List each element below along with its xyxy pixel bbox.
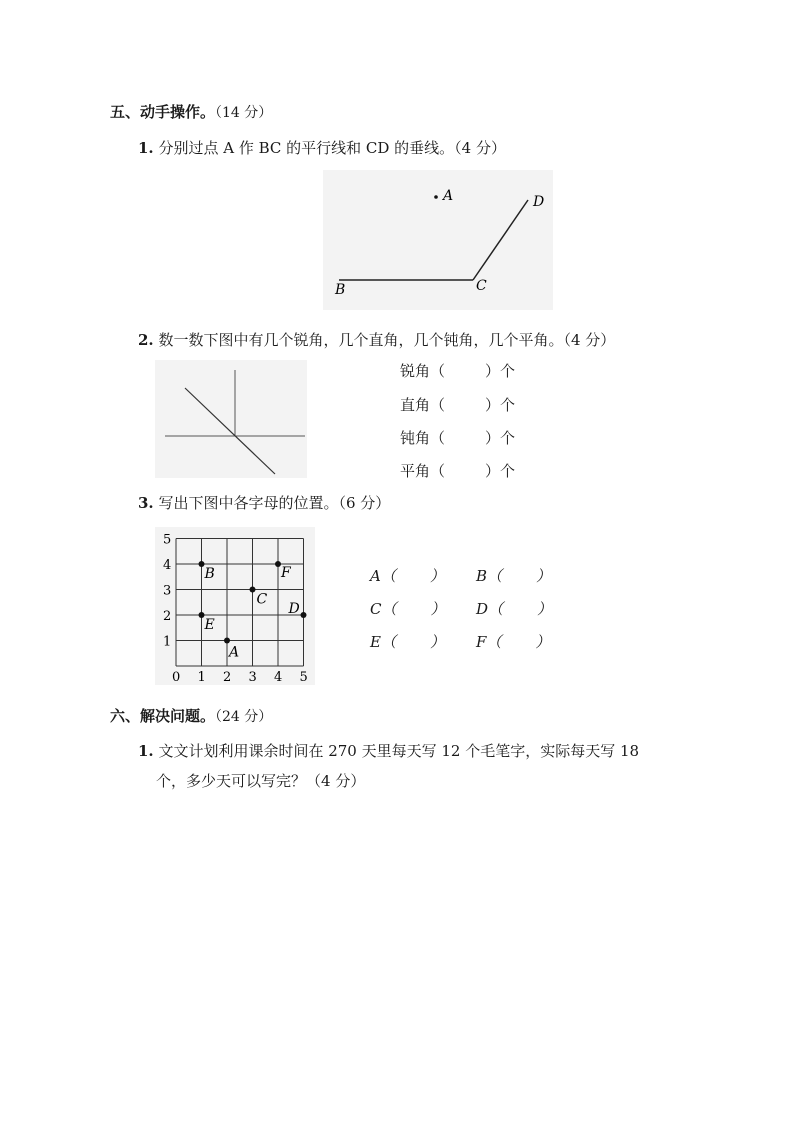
answer-a [370, 565, 445, 586]
section-5-title: 五、动手操作。 [110, 103, 216, 121]
question-number: 1. [138, 742, 154, 760]
label-f: F [281, 565, 291, 581]
y-tick-label: 1 [163, 634, 172, 650]
label-d: D [533, 194, 545, 210]
question-text: 数一数下图中有几个锐角，几个直角，几个钝角，几个平角。（4 分） [158, 331, 616, 349]
label-a: A [229, 644, 240, 661]
x-tick-label: 4 [274, 670, 283, 685]
y-tick-label: 2 [163, 609, 172, 624]
answer-b [476, 565, 551, 586]
section-6-score: （24 分） [215, 709, 273, 725]
answer-label: 锐角（ [400, 362, 446, 380]
answer-c [370, 598, 446, 619]
answer-close: ） [535, 633, 551, 651]
answer-close: ）个 [485, 396, 516, 414]
question-5-1 [138, 137, 506, 158]
question-number: 2. [138, 331, 154, 349]
point-a [434, 195, 438, 199]
point-a [224, 638, 230, 644]
answer-label: 钝角（ [400, 429, 446, 447]
x-tick-label: 1 [197, 670, 206, 685]
section-5-heading [110, 101, 272, 122]
question-6-1 [138, 740, 639, 761]
answer-right [400, 394, 515, 415]
point-c [250, 587, 256, 593]
answer-label: D（ [476, 600, 504, 618]
answer-close: ） [429, 567, 445, 585]
label-b: B [335, 282, 346, 298]
answer-close: ） [536, 567, 552, 585]
x-tick-label: 5 [299, 670, 308, 685]
answer-label: A（ [370, 567, 396, 585]
y-tick-label: 3 [163, 583, 172, 599]
label-a: A [443, 188, 454, 204]
answer-e [370, 631, 445, 652]
x-tick-label: 3 [248, 670, 257, 685]
section-6-heading [110, 705, 272, 726]
label-b: B [204, 566, 215, 582]
question-5-3 [138, 492, 390, 513]
answer-close: ） [430, 600, 446, 618]
label-e: E [204, 617, 215, 633]
answer-f [476, 631, 550, 652]
answer-close: ）个 [485, 362, 516, 380]
answer-acute [400, 360, 515, 381]
answer-label: B（ [476, 567, 503, 585]
answer-close: ）个 [485, 462, 516, 480]
answer-label: F（ [476, 633, 502, 651]
figure-grid [155, 527, 315, 685]
figure-svg [323, 170, 553, 310]
diagonal-line [185, 388, 275, 474]
label-c: C [256, 591, 268, 608]
question-number: 1. [138, 139, 154, 157]
x-tick-label: 2 [223, 670, 232, 685]
answer-close: ） [429, 633, 445, 651]
y-tick-label: 4 [163, 558, 172, 573]
question-text: 写出下图中各字母的位置。（6 分） [158, 494, 391, 512]
answer-label: C（ [370, 600, 397, 618]
section-6-title: 六、解决问题。 [110, 707, 216, 725]
question-6-1-cont [156, 770, 365, 791]
answer-d [476, 598, 552, 619]
question-text-line1: 文文计划利用课余时间在 270 天里每天写 12 个毛笔字，实际每天写 18 [158, 742, 640, 760]
question-text: 分别过点 A 作 BC 的平行线和 CD 的垂线。（4 分） [158, 139, 506, 157]
question-5-2 [138, 329, 615, 350]
figure-angles [155, 360, 307, 478]
section-5-score: （14 分） [215, 105, 273, 121]
x-tick-label: 0 [172, 670, 181, 685]
question-text-line2: 个，多少天可以写完？（4 分） [156, 772, 366, 790]
segment-cd [473, 200, 528, 280]
figure-parallel-perpendicular [323, 170, 553, 310]
grid-svg [155, 527, 315, 685]
point-d [301, 612, 307, 618]
angles-svg [155, 360, 307, 478]
answer-label: E（ [370, 633, 396, 651]
answer-close: ） [537, 600, 553, 618]
label-c: C [476, 278, 487, 294]
y-tick-label: 5 [163, 532, 172, 548]
answer-straight [400, 460, 515, 481]
label-d: D [288, 601, 300, 617]
answer-label: 平角（ [400, 462, 446, 480]
answer-close: ）个 [485, 429, 516, 447]
answer-label: 直角（ [400, 396, 446, 414]
answer-obtuse [400, 427, 515, 448]
question-number: 3. [138, 494, 154, 512]
